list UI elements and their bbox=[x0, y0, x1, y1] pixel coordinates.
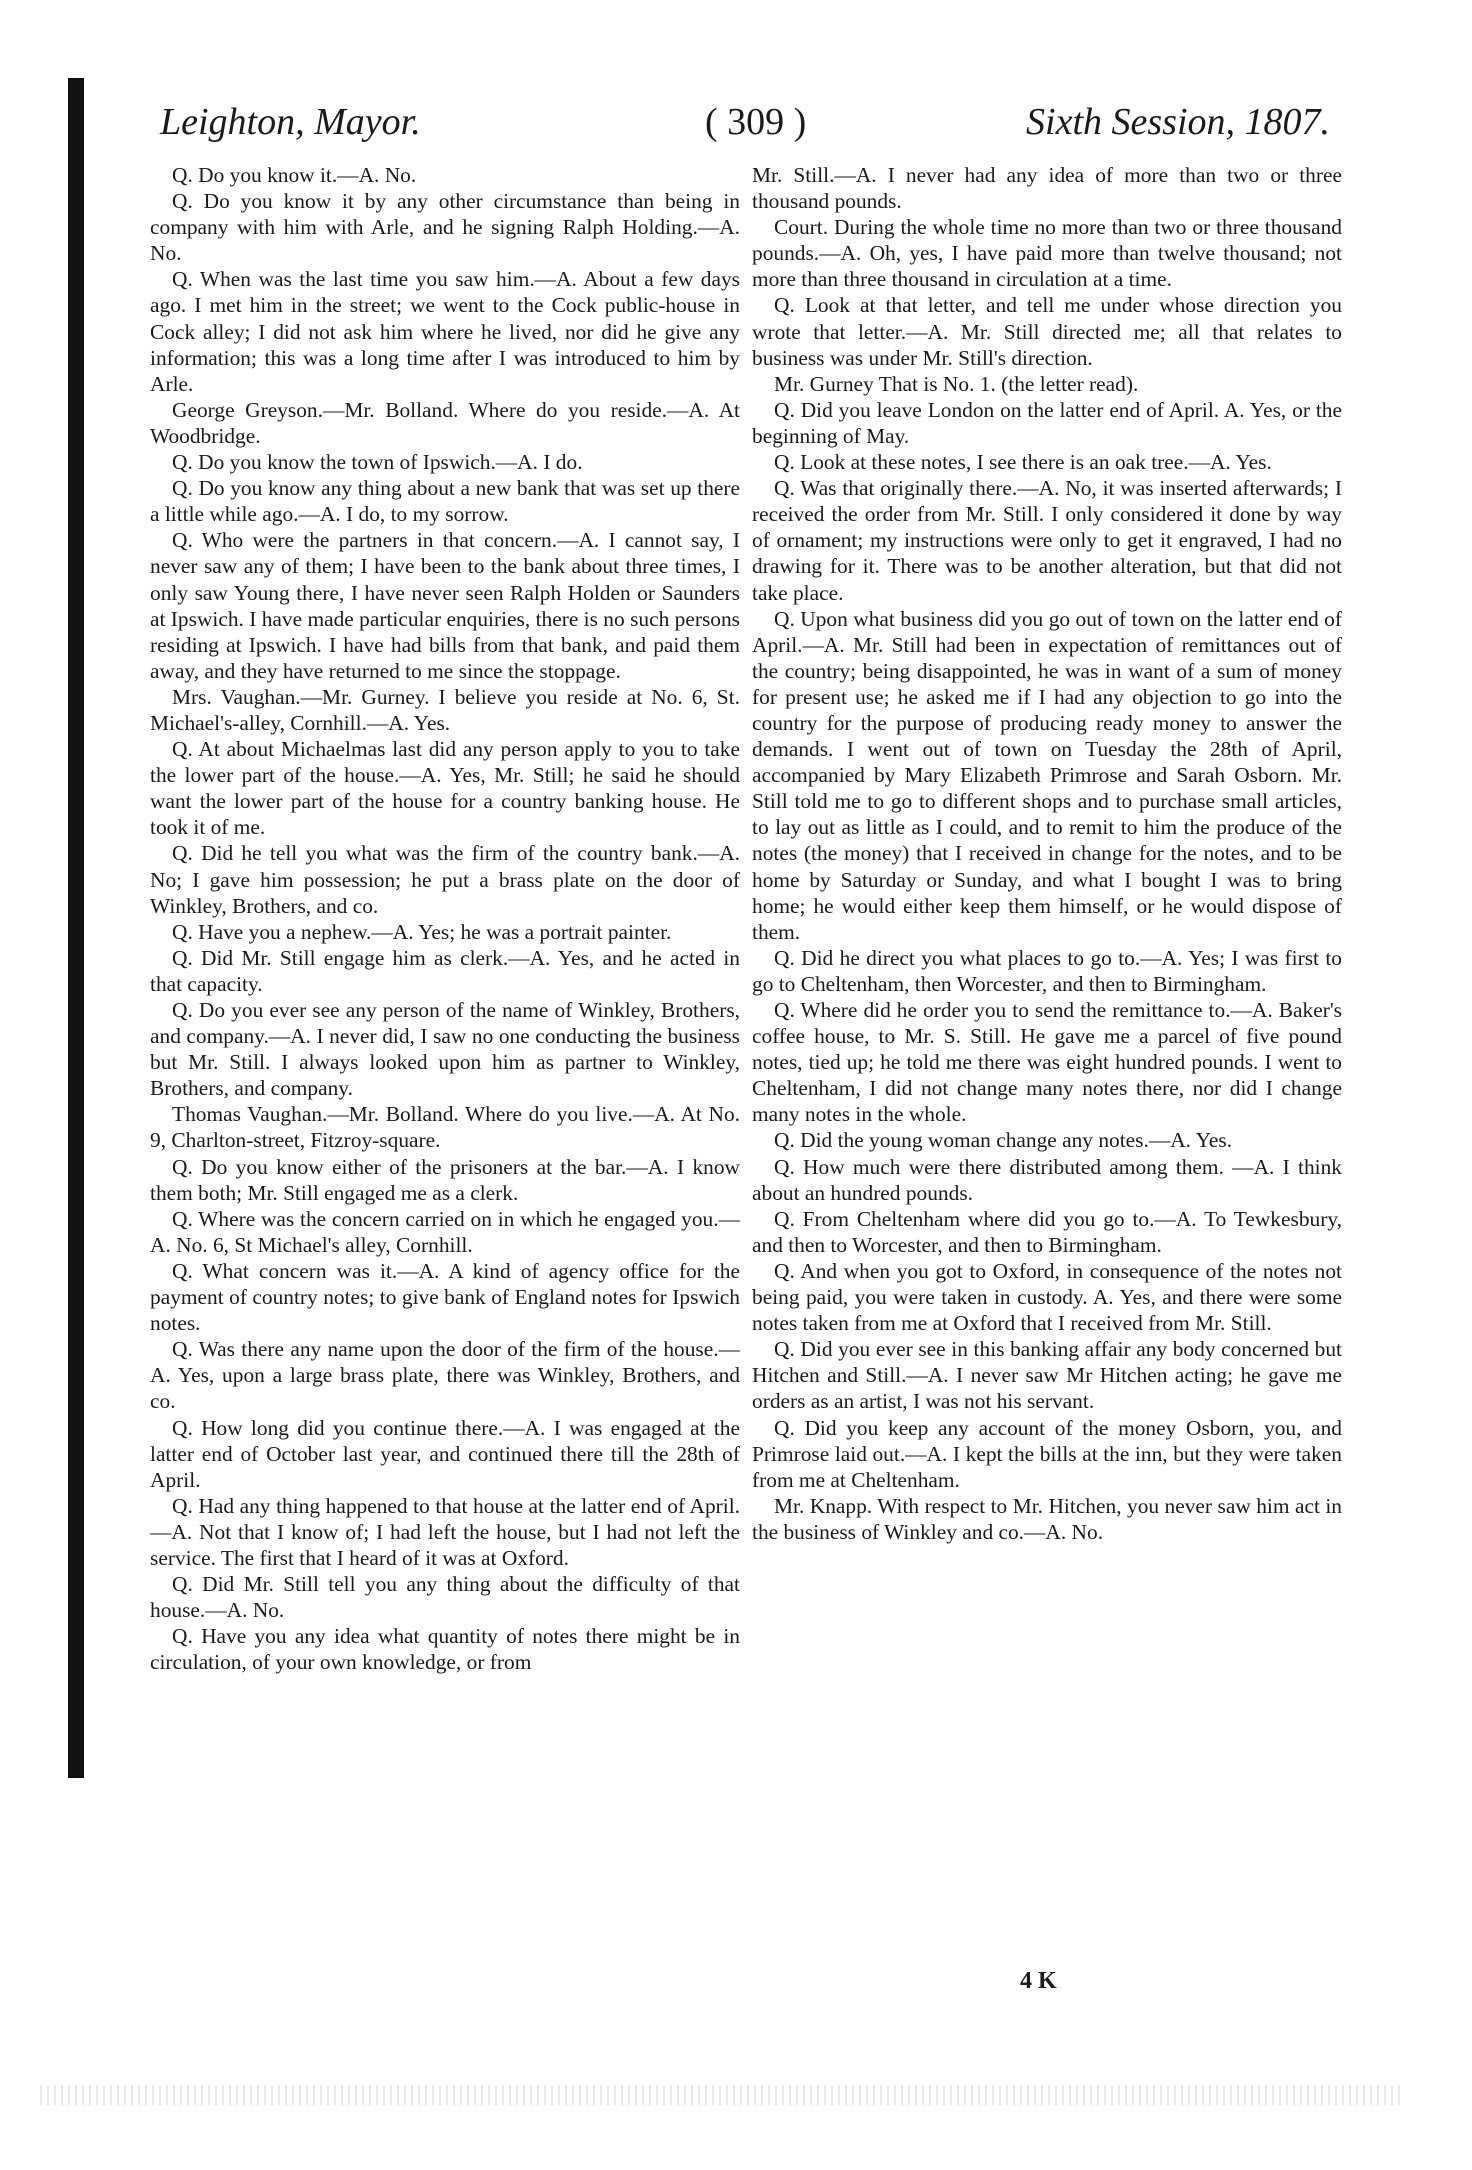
signature-mark: 4 K bbox=[1020, 1968, 1057, 1994]
paragraph: Q. Did he direct you what places to go to.—A. Yes; I was first to go to Cheltenham, then Worcester, and then to Birmingham. bbox=[752, 945, 1342, 996]
paragraph: Q. Do you know either of the prisoners at the bar.—A. I know them both; Mr. Still engaged me as a clerk. bbox=[150, 1154, 740, 1205]
paragraph: Q. Do you know it.—A. No. bbox=[172, 163, 417, 187]
paragraph: Q. Did he tell you what was the firm of the country bank.—A. No; I gave him possession; he put a brass plate on the door of Winkley, Brothers, and co. bbox=[150, 841, 740, 918]
scan-smudge bbox=[40, 2085, 1400, 2105]
paragraph: Q. Have you any idea what quantity of notes there might be in circulation, of your own knowledge, or from bbox=[150, 1624, 740, 1675]
paragraph: Q. Where did he order you to send the remittance to.—A. Baker's coffee house, to Mr. S. Still. He gave me a parcel of five pound notes, tied up; he told me there was eight hundred pounds. I went to Cheltenham, I did not change many notes there, nor did I change many notes in the whole. bbox=[752, 998, 1342, 1127]
paragraph: Q. Who were the partners in that concern.—A. I cannot say, I never saw any of them; I have been to the bank about three times, I only saw Young there, I have never seen Ralph Holden or Saunders at Ipswich. I have made particular enquiries, there is no such persons residing at Ipswich. I have had bills from that bank, and paid them away, and they have returned to me since the stoppage. bbox=[150, 528, 740, 683]
paragraph: Q. From Cheltenham where did you go to.—A. To Tewkesbury, and then to Worcester, and then to Birmingham. bbox=[752, 1206, 1342, 1257]
paragraph: Q. And when you got to Oxford, in consequence of the notes not being paid, you were taken in custody. A. Yes, and there were some notes taken from me at Oxford that I received from Mr. Still. bbox=[752, 1258, 1342, 1336]
right-column bbox=[752, 162, 1342, 1545]
page-number: ( 309 ) bbox=[705, 101, 807, 143]
header-right: Sixth Session, 1807. bbox=[1026, 101, 1330, 143]
paragraph: Q. Had any thing happened to that house at the latter end of April.—A. Not that I know of; I had left the house, but I had not left the service. The first that I heard of it was at Oxford. bbox=[150, 1493, 740, 1570]
paragraph: Q. Upon what business did you go out of town on the latter end of April.—A. Mr. Still had been in expectation of remittances out of the country; being disappointed, he was in want of a sum of money for present use; he asked me if I had any objection to go into the country for the purpose of producing ready money to answer the demands. I went out of town on Tuesday the 28th of April, accompanied by Mary Elizabeth Primrose and Sarah Osborn. Mr. Still told me to go to different shops and to purchase small articles, to lay out as little as I could, and to remit to him the produce of the notes (the money) that I received in change for the notes, and to be home by Saturday or Sunday, and what I bought I was to bring home; he would either keep them himself, or he would dispose of them. bbox=[752, 606, 1342, 944]
paragraph: Q. Do you know it by any other circumstance than being in company with him with Arle, and he signing Ralph Holding.—A. No. bbox=[150, 189, 740, 266]
paragraph: Q. How long did you continue there.—A. I was engaged at the latter end of October last year, and continued there till the 28th of April. bbox=[150, 1415, 740, 1492]
paragraph: Q. Have you a nephew.—A. Yes; he was a portrait painter. bbox=[172, 919, 672, 944]
header-left: Leighton, Mayor. bbox=[160, 101, 421, 143]
paragraph: Q. Did you leave London on the latter end of April. A. Yes, or the beginning of May. bbox=[752, 397, 1342, 448]
paragraph: Q. Did Mr. Still engage him as clerk.—A. Yes, and he acted in that capacity. bbox=[150, 945, 740, 996]
paragraph: Q. Look at that letter, and tell me under whose direction you wrote that letter.—A. Mr. Still directed me; all that relates to business was under Mr. Still's direction. bbox=[752, 293, 1342, 370]
paragraph: Q. Look at these notes, I see there is an oak tree.—A. Yes. bbox=[774, 450, 1272, 475]
paragraph: Mr. Gurney That is No. 1. (the letter read). bbox=[774, 371, 1139, 396]
paragraph: Q. Do you know the town of Ipswich.—A. I do. bbox=[172, 450, 583, 475]
paragraph: Q. Did Mr. Still tell you any thing about the difficulty of that house.—A. No. bbox=[150, 1572, 740, 1623]
paragraph: Q. Where was the concern carried on in which he engaged you.—A. No. 6, St Michael's alley, Cornhill. bbox=[150, 1206, 740, 1257]
paragraph: Q. Did you keep any account of the money Osborn, you, and Primrose laid out.—A. I kept the bills at the inn, but they were taken from me at Cheltenham. bbox=[752, 1415, 1342, 1492]
paragraph: George Greyson.—Mr. Bolland. Where do you reside.—A. At Woodbridge. bbox=[150, 397, 740, 448]
paragraph: Q. Do you ever see any person of the name of Winkley, Brothers, and company.—A. I never did, I saw no one conducting the business but Mr. Still. I always looked upon him as partner to Winkley, Brothers, and company. bbox=[150, 998, 740, 1101]
paragraph: Mr. Knapp. With respect to Mr. Hitchen, you never saw him act in the business of Winkley and co.—A. No. bbox=[752, 1493, 1342, 1544]
page-edge-bar bbox=[68, 78, 84, 1778]
paragraph: Q. Was there any name upon the door of the firm of the house.—A. Yes, upon a large brass plate, there was Winkley, Brothers, and co. bbox=[150, 1337, 740, 1414]
left-column bbox=[150, 162, 740, 1675]
paragraph: Q. When was the last time you saw him.—A. About a few days ago. I met him in the street; we went to the Cock public-house in Cock alley; I did not ask him where he lived, nor did he give any information; this was a long time after I was introduced to him by Arle. bbox=[150, 267, 740, 396]
paragraph: Q. Was that originally there.—A. No, it was inserted afterwards; I received the order from Mr. Still. I only considered it done by way of ornament; my instructions were only to get it engraved, I had no drawing for it. There was to be another alteration, but that did not take place. bbox=[752, 476, 1342, 605]
paragraph: Mr. Still.—A. I never had any idea of more than two or three thousand pounds. bbox=[752, 163, 1342, 214]
paragraph: Court. During the whole time no more than two or three thousand pounds.—A. Oh, yes, I have paid more than twelve thousand; not more than three thousand in circulation at a time. bbox=[752, 215, 1342, 292]
paragraph: Q. Do you know any thing about a new bank that was set up there a little while ago.—A. I do, to my sorrow. bbox=[150, 476, 740, 527]
page-header bbox=[160, 100, 1330, 160]
paragraph: Q. At about Michaelmas last did any person apply to you to take the lower part of the house.—A. Yes, Mr. Still; he said he should want the lower part of the house for a country banking house. He took it of me. bbox=[150, 737, 740, 840]
paragraph: Thomas Vaughan.—Mr. Bolland. Where do you live.—A. At No. 9, Charlton-street, Fitzroy-square. bbox=[150, 1102, 740, 1153]
paragraph: Q. Did you ever see in this banking affair any body concerned but Hitchen and Still.—A. I never saw Mr Hitchen acting; he gave me orders as an artist, I was not his servant. bbox=[752, 1337, 1342, 1414]
paragraph: Q. How much were there distributed among them. —A. I think about an hundred pounds. bbox=[752, 1154, 1342, 1205]
paragraph: Mrs. Vaughan.—Mr. Gurney. I believe you reside at No. 6, St. Michael's-alley, Cornhill.—A. Yes. bbox=[150, 684, 740, 735]
paragraph: Q. What concern was it.—A. A kind of agency office for the payment of country notes; to give bank of England notes for Ipswich notes. bbox=[150, 1258, 740, 1336]
paragraph: Q. Did the young woman change any notes.—A. Yes. bbox=[774, 1128, 1233, 1153]
